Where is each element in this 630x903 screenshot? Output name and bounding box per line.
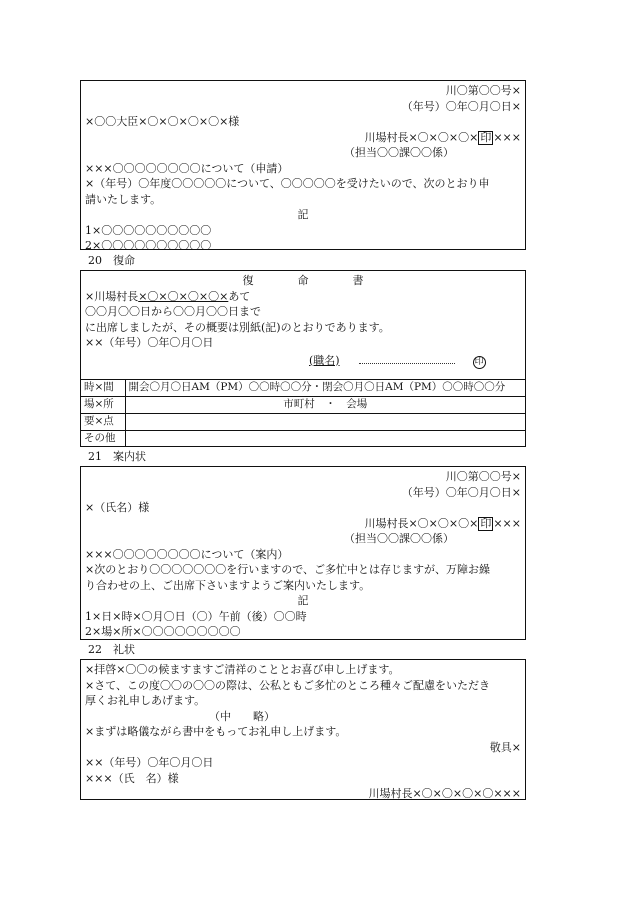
body-line: ×次のとおり〇〇〇〇〇〇〇を行いますので、ご多忙中とは存じますが、万障お繰	[85, 563, 490, 576]
addressee-suffix: あて	[228, 289, 251, 303]
seal-stamp: 印	[480, 130, 492, 144]
addressee: ×××（氏 名）様	[85, 771, 179, 785]
body-line: り合わせの上、ご出席下さいますようご案内いたします。	[85, 578, 371, 592]
ki-heading: 記	[297, 594, 309, 607]
invitation-box	[80, 466, 526, 640]
body-line: ×（年号）〇年度〇〇〇〇〇について、〇〇〇〇〇を受けたいので、次のとおり申	[85, 177, 490, 190]
addressee-name: ×〇×〇×〇×〇×	[138, 289, 229, 303]
report-table	[81, 379, 525, 448]
reference-number: 川〇第〇〇号×	[445, 470, 521, 483]
contact-line: （担当〇〇課〇〇係）	[344, 146, 454, 159]
report-box	[80, 270, 526, 447]
seal-stamp: 印	[480, 516, 492, 530]
table-row	[81, 396, 525, 413]
addressee-prefix: ×川場村長	[85, 289, 139, 303]
sender-tail: ×××	[493, 516, 521, 530]
sender-line	[81, 516, 525, 532]
table-row	[81, 379, 525, 396]
ki-heading: 記	[297, 208, 309, 221]
body-line: 請いたします。	[85, 192, 162, 206]
letter-date: ××（年号）〇年〇月〇日	[85, 756, 214, 769]
report-date: ××（年号）〇年〇月〇日	[85, 336, 214, 349]
row-label: 要×点	[81, 413, 125, 430]
list-item: 1×日×時×〇月〇日（〇）午前（後）〇〇時	[85, 609, 307, 623]
row-value: 開会〇月〇日AM（PM）〇〇時〇〇分・閉会〇月〇日AM（PM）〇〇時〇〇分	[125, 379, 525, 396]
contact-line: （担当〇〇課〇〇係）	[344, 532, 454, 545]
row-label: その他	[81, 430, 125, 447]
list-item: 2×場×所×〇〇〇〇〇〇〇〇〇	[85, 625, 241, 638]
row-label: 場×所	[81, 396, 125, 413]
body-line: 厚くお礼申しあげます。	[85, 694, 206, 707]
list-item: 2×〇〇〇〇〇〇〇〇〇〇	[85, 239, 212, 252]
section-label-20: 20 復命	[88, 254, 135, 267]
list-item: 1×〇〇〇〇〇〇〇〇〇〇	[85, 223, 212, 237]
row-value: 市町村 ・ 会場	[125, 396, 525, 413]
name-blank	[359, 363, 455, 364]
report-title: 復 命 書	[242, 274, 364, 287]
body-line: ×まずは略儀ながら書中をもってお礼申し上げます。	[85, 725, 347, 738]
letter-date: （年号）〇年〇月〇日×	[401, 99, 521, 113]
addressee: ×〇〇大臣×〇×〇×〇×〇×様	[85, 115, 240, 128]
sender-tail: ×××	[493, 130, 521, 144]
row-value	[125, 413, 525, 430]
closing-word: 敬具×	[489, 740, 521, 754]
thank-you-box	[80, 659, 526, 800]
row-value	[125, 430, 525, 447]
row-label: 時×間	[81, 379, 125, 396]
greeting-line: ×拝啓×〇〇の候ますますご清祥のこととお喜び申し上げます。	[85, 663, 400, 676]
body-line: ×さて、この度〇〇の〇〇の際は、公私ともご多忙のところ種々ご配慮をいただき	[85, 678, 490, 692]
section-label-22: 22 礼状	[88, 643, 135, 656]
post-line	[81, 351, 525, 370]
sender-name: 川場村長×〇×〇×〇×	[364, 516, 479, 530]
addressee: ×（氏名）様	[85, 501, 150, 514]
section-label-21: 21 案内状	[88, 450, 146, 463]
application-letter-box	[80, 80, 526, 250]
attended-line: に出席しましたが、その概要は別紙(記)のとおりであります。	[85, 320, 390, 334]
sender-name: 川場村長×〇×〇×〇×	[364, 130, 479, 144]
subject-line: ×××〇〇〇〇〇〇〇〇について（案内）	[85, 547, 289, 561]
reference-number: 川〇第〇〇号×	[445, 84, 521, 97]
sender-name: 川場村長×〇×〇×〇×〇×××	[368, 787, 521, 800]
seal-circle: 印	[474, 356, 484, 367]
letter-date: （年号）〇年〇月〇日×	[401, 485, 521, 499]
sender-line	[81, 130, 525, 146]
post-label: (職名)	[309, 353, 340, 367]
subject-line: ×××〇〇〇〇〇〇〇〇について（申請）	[85, 161, 289, 175]
table-row	[81, 413, 525, 430]
period-line	[81, 304, 525, 320]
omitted-marker: （中 略）	[209, 709, 275, 723]
report-addressee	[81, 289, 525, 305]
period-text: 〇〇月〇〇日から〇〇月〇〇日まで	[85, 304, 515, 320]
table-row	[81, 430, 525, 447]
